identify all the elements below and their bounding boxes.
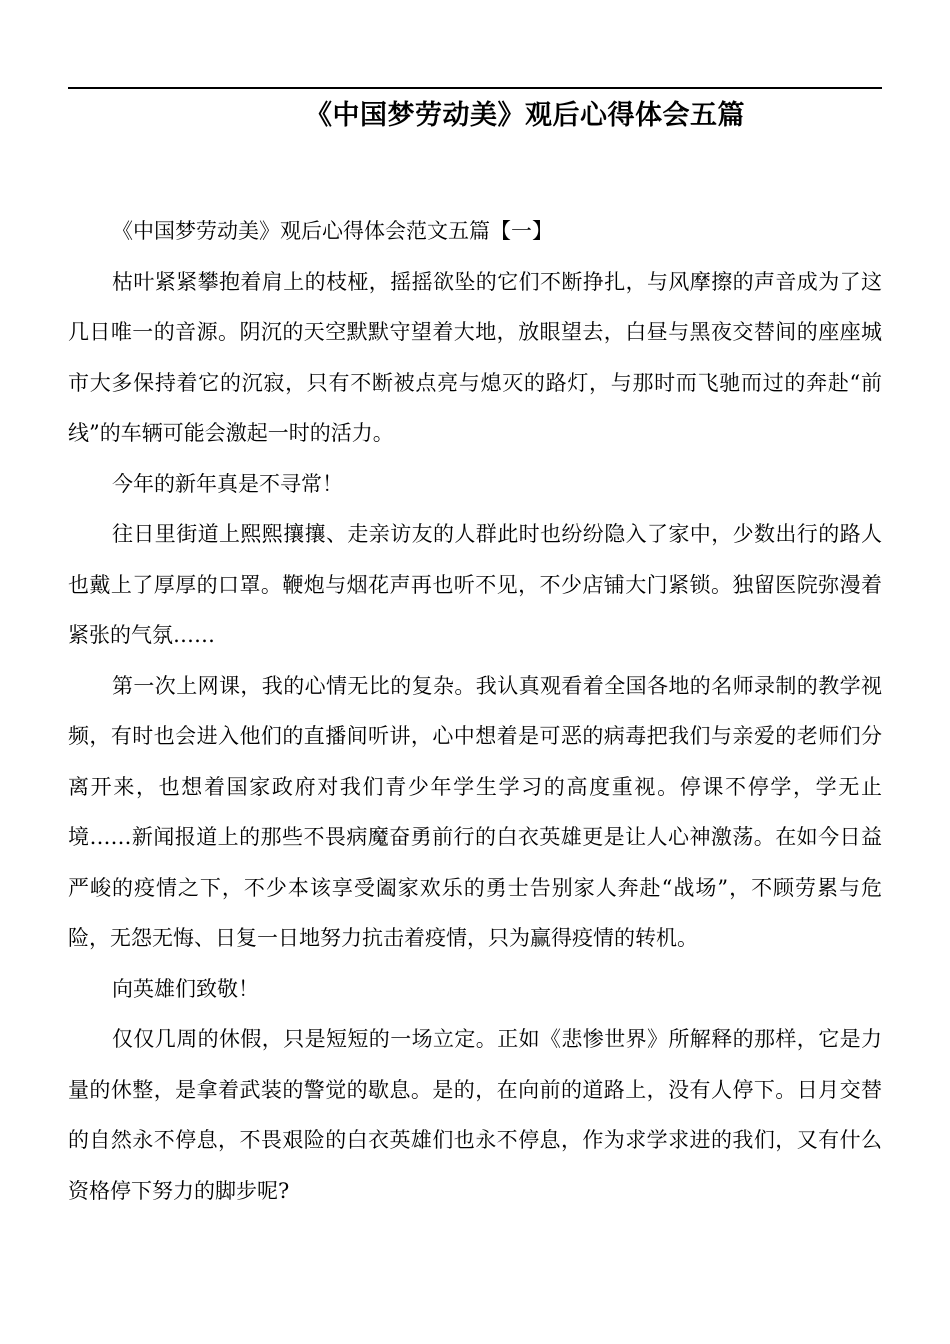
header-rule (68, 87, 882, 89)
document-title: 《中国梦劳动美》观后心得体会五篇 (305, 100, 745, 131)
document-body (68, 206, 882, 1216)
section-heading: 《中国梦劳动美》观后心得体会范文五篇【一】 (112, 219, 553, 243)
paragraph: 向英雄们致敬！ (112, 976, 259, 1001)
paragraph: 枯叶紧紧攀抱着肩上的枝桠，摇摇欲坠的它们不断挣扎，与风摩擦的声音成为了这几日唯一的音源。阴沉的天空默默守望着大地，放眼望去，白昼与黑夜交替间的座座城市大多保持着它的沉寂，只有不断被点亮与熄灭的路灯，与那时而飞驰而过的奔赴“前线”的车辆可能会激起一时的活力。 (68, 269, 882, 445)
paragraph: 今年的新年真是不寻常！ (112, 471, 343, 496)
paragraph: 往日里街道上熙熙攘攘、走亲访友的人群此时也纷纷隐入了家中，少数出行的路人也戴上了厚厚的口罩。鞭炮与烟花声再也听不见，不少店铺大门紧锁。独留医院弥漫着紧张的气氛…… (68, 522, 882, 647)
paragraph: 仅仅几周的休假，只是短短的一场立定。正如《悲惨世界》所解释的那样，它是力量的休整，是拿着武装的警觉的歇息。是的，在向前的道路上，没有人停下。日月交替的自然永不停息，不畏艰险的白衣英雄们也永不停息，作为求学求进的我们，又有什么资格停下努力的脚步呢? (68, 1027, 882, 1203)
paragraph: 第一次上网课，我的心情无比的复杂。我认真观看着全国各地的名师录制的教学视频，有时也会进入他们的直播间听讲，心中想着是可恶的病毒把我们与亲爱的老师们分离开来，也想着国家政府对我们青少年学生学习的高度重视。停课不停学，学无止境……新闻报道上的那些不畏病魔奋勇前行的白衣英雄更是让人心神激荡。在如今日益严峻的疫情之下，不少本该享受阖家欢乐的勇士告别家人奔赴“战场”，不顾劳累与危险，无怨无悔、日复一日地努力抗击着疫情，只为赢得疫情的转机。 (68, 673, 882, 950)
